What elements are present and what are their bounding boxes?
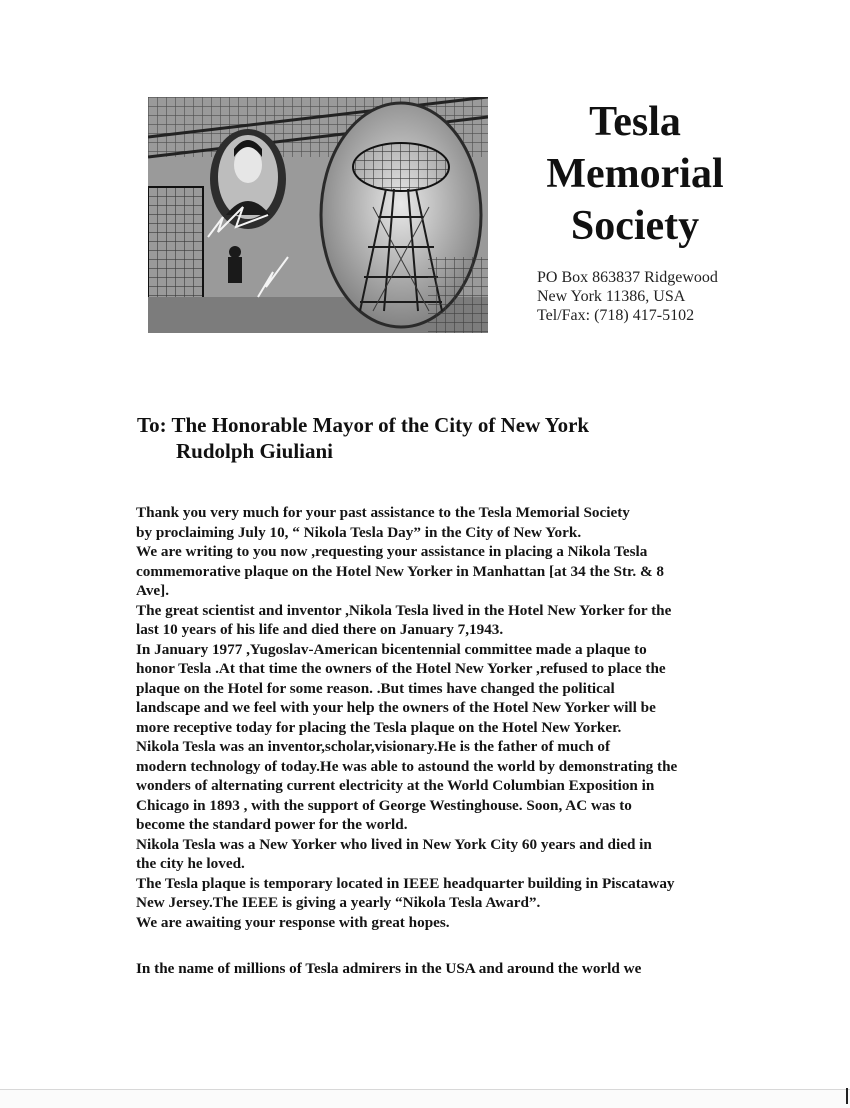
address-line-1: PO Box 863837 Ridgewood xyxy=(537,269,718,286)
body-line: landscape and we feel with your help the owners of the Hotel New Yorker will be xyxy=(136,699,656,716)
body-line: Nikola Tesla was a New Yorker who lived in New York City 60 years and died in xyxy=(136,835,652,853)
scan-edge-mark xyxy=(846,1088,848,1104)
body-line: Ave]. xyxy=(136,582,170,599)
body-line: honor Tesla .At that time the owners of the Hotel New Yorker ,refused to place the xyxy=(136,660,666,677)
society-name xyxy=(530,96,740,252)
body-line: last 10 years of his life and died there on January 7,1943. xyxy=(136,621,504,638)
body-line: We are writing to you now ,requesting your assistance in placing a Nikola Tesla xyxy=(136,543,648,560)
body-line: commemorative plaque on the Hotel New Yorker in Manhattan [at 34 the Str. & 8 xyxy=(136,562,664,580)
body-line: plaque on the Hotel for some reason. .But times have changed the political xyxy=(136,679,615,697)
body-line: In January 1977 ,Yugoslav-American bicentennial committee made a plaque to xyxy=(136,640,647,658)
society-address xyxy=(537,268,718,325)
body-line: New Jersey.The IEEE is giving a yearly “Nikola Tesla Award”. xyxy=(136,894,541,911)
body-line: modern technology of today.He was able to astound the world by demonstrating the xyxy=(136,757,678,775)
recipient-block xyxy=(137,412,589,464)
society-name-line-3: Society xyxy=(570,203,700,249)
body-line: Thank you very much for your past assistance to the Tesla Memorial Society xyxy=(136,504,630,521)
society-name-line-1: Tesla xyxy=(589,99,681,145)
body-line: the city he loved. xyxy=(136,855,245,872)
body-line: become the standard power for the world. xyxy=(136,816,408,833)
body-line: The great scientist and inventor ,Nikola Tesla lived in the Hotel New Yorker for the xyxy=(136,601,672,619)
closing-line: In the name of millions of Tesla admirers in the USA and around the world we xyxy=(136,960,642,977)
body-line: We are awaiting your response with great hopes. xyxy=(136,913,450,931)
scan-bottom-edge xyxy=(0,1089,850,1108)
body-line: wonders of alternating current electricity at the World Columbian Exposition in xyxy=(136,777,655,794)
body-line: The Tesla plaque is temporary located in IEEE headquarter building in Piscataway xyxy=(136,874,675,892)
body-line: more receptive today for placing the Tesla plaque on the Hotel New Yorker. xyxy=(136,718,622,736)
letter-body xyxy=(136,503,756,932)
address-line-2: New York 11386, USA xyxy=(537,288,686,305)
body-line: Nikola Tesla was an inventor,scholar,visionary.He is the father of much of xyxy=(136,738,611,755)
address-line-3: Tel/Fax: (718) 417-5102 xyxy=(537,307,695,324)
society-name-line-2: Memorial xyxy=(546,151,724,197)
body-line: by proclaiming July 10, “ Nikola Tesla Day” in the City of New York. xyxy=(136,523,582,541)
body-line: Chicago in 1893 , with the support of George Westinghouse. Soon, AC was to xyxy=(136,796,632,814)
recipient-line-2: Rudolph Giuliani xyxy=(176,439,333,463)
recipient-line-1: To: The Honorable Mayor of the City of New York xyxy=(137,413,590,437)
tesla-collage-photo xyxy=(148,97,488,333)
